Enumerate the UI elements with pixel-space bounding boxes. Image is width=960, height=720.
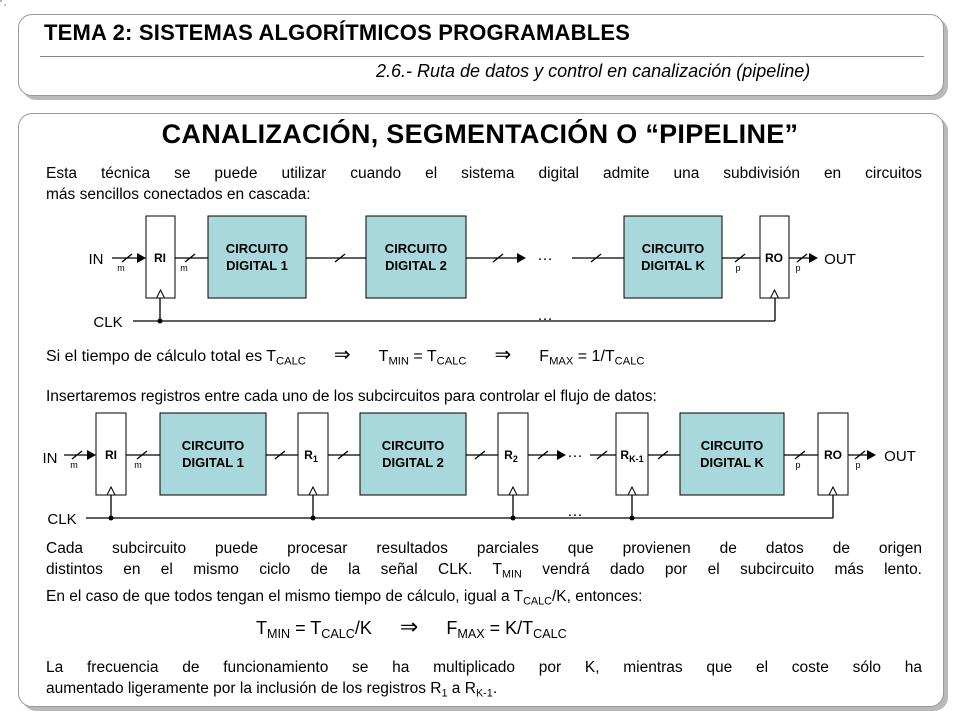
diagram1-circuit-2-label-1: CIRCUITO <box>384 241 448 256</box>
diagram2-ri-label: RI <box>105 448 117 462</box>
formula1-sub-calc-2: CALC <box>436 355 467 368</box>
diagram2-ellipsis-clk: … <box>567 503 583 520</box>
conclusion-line-2a: aumentado ligeramente por la inclusión de los registros R <box>46 680 442 697</box>
formula1-eq: = T <box>408 348 437 365</box>
diagram1-circuit-2 <box>366 216 466 298</box>
diagram2-clk-dot-rk <box>630 516 635 521</box>
conclusion-sub-k1: K-1 <box>475 687 493 700</box>
formula1-fmax: F <box>539 348 550 365</box>
diagram1-circuit-k-label-2: DIGITAL K <box>641 258 705 273</box>
diagram1-circuit-1-label-1: CIRCUITO <box>225 241 289 256</box>
formula2-sub-calc-2: CALC <box>533 626 567 641</box>
diagram2-circuit-2-label-2: DIGITAL 2 <box>382 455 444 470</box>
formula2-sub-calc: CALC <box>321 626 355 641</box>
diagram1-circuit-1-label-2: DIGITAL 1 <box>226 258 288 273</box>
intro-line-1: Esta técnica se puede utilizar cuando el sistema digital admite una subdivisión en circuitos <box>46 165 922 182</box>
diagram2-out-label: OUT <box>884 448 916 465</box>
diagram2-circuit-k-label-1: CIRCUITO <box>700 438 764 453</box>
conclusion-line-2c: . <box>492 680 498 697</box>
diagram1-circuit-2-label-2: DIGITAL 2 <box>385 258 447 273</box>
formula2-eq: = T <box>290 618 322 638</box>
diagram2-in-arrow <box>87 450 96 460</box>
header-subtitle: 2.6.- Ruta de datos y control en canalización (pipeline) <box>376 61 811 81</box>
equal-time-b: /K, entonces: <box>552 588 643 605</box>
diagram1-clk-dot-ri <box>158 319 163 324</box>
diagram1-ri-width: m <box>180 263 188 273</box>
diagram1-ellipsis-data: … <box>537 247 553 264</box>
diagram2-clk-label: CLK <box>47 511 77 528</box>
diagram1-ro-width: p <box>735 263 741 273</box>
conclusion-line-2b: a R <box>447 680 476 697</box>
subcircuit-line-1: Cada subcircuito puede procesar resultados parciales que provienen de datos de origen <box>46 540 922 557</box>
diagram1-in-arrow <box>137 253 146 263</box>
conclusion-sub-1: 1 <box>441 687 448 700</box>
header-title: TEMA 2: SISTEMAS ALGORÍTMICOS PROGRAMABLES <box>44 20 631 45</box>
equal-time-sub-calc: CALC <box>523 595 552 608</box>
diagram1-circuit-1 <box>208 216 306 298</box>
registers-line: Insertaremos registros entre cada uno de los subcircuitos para controlar el flujo de datos: <box>46 388 657 405</box>
diagram1-in-label: IN <box>88 251 104 268</box>
diagram1-ellipsis-clk: … <box>537 307 553 324</box>
formula1-intro: Si el tiempo de cálculo total es T <box>46 348 277 365</box>
equal-time-a: En el caso de que todos tengan el mismo tiempo de cálculo, igual a T <box>46 588 524 605</box>
diagram2-clk-dot-ri <box>109 516 114 521</box>
implies-icon: ⇒ <box>494 344 512 366</box>
diagram2-out-width: p <box>855 460 861 470</box>
diagram2-out-arrow <box>867 450 876 460</box>
implies-icon: ⇒ <box>399 614 419 639</box>
diagram1-circuit-k-label-1: CIRCUITO <box>641 241 705 256</box>
formula1-fmax-eq: = 1/T <box>573 348 615 365</box>
diagram1-out-width: p <box>795 263 801 273</box>
formula1-sub-calc-3: CALC <box>614 355 645 368</box>
formula2-sub-max: MAX <box>457 626 485 641</box>
diagram2-rk-label: $R_{K-1}$ <box>620 448 644 464</box>
diagram2-ri-width: m <box>134 460 142 470</box>
diagram1-ri-label: RI <box>154 251 166 265</box>
formula2-fmax: F <box>446 618 458 638</box>
diagram1-in-width: m <box>117 263 125 273</box>
diagram2-ro-label: RO <box>824 448 842 462</box>
diagram2-ro-width: p <box>795 460 801 470</box>
diagram1-ro-label: RO <box>765 251 783 265</box>
diagram2-clk-dot-r2 <box>511 516 516 521</box>
subcircuit-line-2a: distintos en el mismo ciclo de la señal CLK. T <box>46 561 502 578</box>
diagram1-out-label: OUT <box>824 251 856 268</box>
formula2-div: /K <box>354 618 372 638</box>
formula1-sub-min: MIN <box>388 355 409 368</box>
formula2-fmax-eq: = K/T <box>484 618 534 638</box>
formula1-sub-calc: CALC <box>276 355 306 368</box>
formula1-tmin: T <box>378 348 389 365</box>
diagram2-in-width: m <box>70 460 78 470</box>
diagram2-r2-arrow <box>557 450 566 460</box>
diagram1-out-arrow <box>809 253 818 263</box>
formula1-sub-max: MAX <box>549 355 574 368</box>
diagram2-ellipsis-data: … <box>567 444 583 461</box>
implies-icon: ⇒ <box>333 344 351 366</box>
slide-title: CANALIZACIÓN, SEGMENTACIÓN O “PIPELINE” <box>161 119 799 149</box>
diagram2-r2-label: $R_2$ <box>504 448 518 464</box>
diagram2-circuit-k <box>680 413 784 495</box>
diagram1-clk-label: CLK <box>93 314 123 331</box>
formula2-sub-min: MIN <box>267 626 291 641</box>
intro-line-2: más sencillos conectados en cascada: <box>46 186 311 203</box>
diagram2-circuit-1-label-2: DIGITAL 1 <box>182 455 244 470</box>
formula2-tmin: T <box>256 618 267 638</box>
conclusion-line-1: La frecuencia de funcionamiento se ha multiplicado por K, mientras que el coste sólo ha <box>46 659 922 676</box>
diagram2-circuit-2-label-1: CIRCUITO <box>381 438 445 453</box>
diagram2-in-label: IN <box>42 450 58 467</box>
diagram2-clk-dot-r1 <box>311 516 316 521</box>
diagram1-c2-arrow <box>517 253 526 263</box>
subcircuit-sub-min: MIN <box>502 568 522 581</box>
diagram2-circuit-1-label-1: CIRCUITO <box>181 438 245 453</box>
diagram2-circuit-2 <box>360 413 466 495</box>
diagram1-circuit-k <box>624 216 722 298</box>
subcircuit-line-2b: vendrá dado por el subcircuito más lento. <box>521 561 922 578</box>
diagram2-r1-label: $R_1$ <box>304 448 318 464</box>
diagram2-circuit-k-label-2: DIGITAL K <box>700 455 764 470</box>
diagram2-circuit-1 <box>160 413 266 495</box>
